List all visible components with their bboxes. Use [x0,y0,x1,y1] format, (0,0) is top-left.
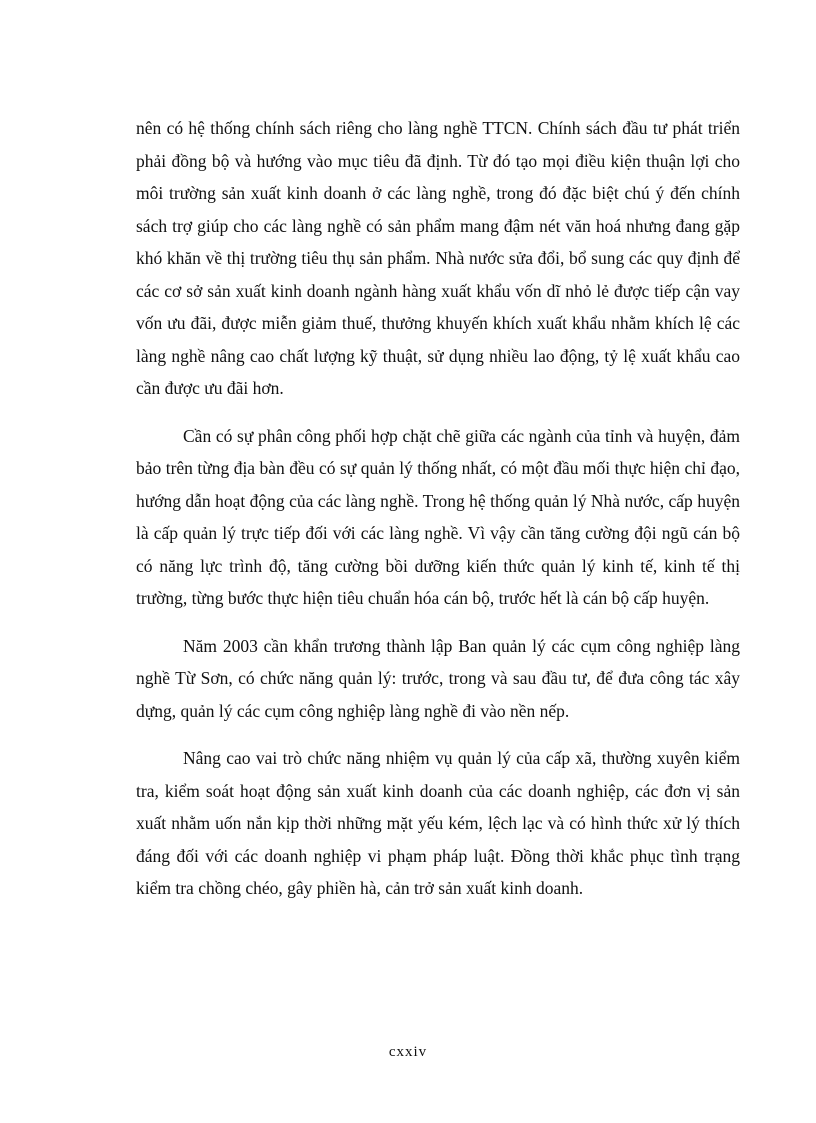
paragraph-1: nên có hệ thống chính sách riêng cho làng nghề TTCN. Chính sách đầu tư phát triển phải đồng bộ và hướng vào mục tiêu đã định. Từ đó tạo mọi điều kiện thuận lợi cho môi trường sản xuất kinh doanh ở các làng nghề, trong đó đặc biệt chú ý đến chính sách trợ giúp cho các làng nghề có sản phẩm mang đậm nét văn hoá nhưng đang gặp khó khăn về thị trường tiêu thụ sản phẩm. Nhà nước sửa đổi, bổ sung các quy định để các cơ sở sản xuất kinh doanh ngành hàng xuất khẩu vốn dĩ nhỏ lẻ được tiếp cận vay vốn ưu đãi, được miễn giảm thuế, thưởng khuyến khích xuất khẩu nhằm khích lệ các làng nghề nâng cao chất lượng kỹ thuật, sử dụng nhiều lao động, tỷ lệ xuất khẩu cao cần được ưu đãi hơn. [136,118,740,398]
paragraph-2: Cần có sự phân công phối hợp chặt chẽ giữa các ngành của tỉnh và huyện, đảm bảo trên từng địa bàn đều có sự quản lý thống nhất, có một đầu mối thực hiện chỉ đạo, hướng dẫn hoạt động của các làng nghề. Trong hệ thống quản lý Nhà nước, cấp huyện là cấp quản lý trực tiếp đối với các làng nghề. Vì vậy cần tăng cường đội ngũ cán bộ có năng lực trình độ, tăng cường bồi dưỡng kiến thức quản lý kinh tế, kinh tế thị trường, từng bước thực hiện tiêu chuẩn hóa cán bộ, trước hết là cán bộ cấp huyện. [136,425,740,608]
page-number: cxxiv [388,1044,428,1060]
paragraph-3: Năm 2003 cần khẩn trương thành lập Ban quản lý các cụm công nghiệp làng nghề Từ Sơn, có chức năng quản lý: trước, trong và sau đầu tư, để đưa công tác xây dựng, quản lý các cụm công nghiệp làng nghề đi vào nền nếp. [136,635,740,721]
body-text [136,112,740,920]
paragraph-4: Nâng cao vai trò chức năng nhiệm vụ quản lý của cấp xã, thường xuyên kiểm tra, kiểm soát hoạt động sản xuất kinh doanh của các doanh nghiệp, các đơn vị sản xuất nhằm uốn nắn kịp thời những mặt yếu kém, lệch lạc và có hình thức xử lý thích đáng đối với các doanh nghiệp vi phạm pháp luật. Đồng thời khắc phục tình trạng kiểm tra chồng chéo, gây phiền hà, cản trở sản xuất kinh doanh. [136,748,740,898]
